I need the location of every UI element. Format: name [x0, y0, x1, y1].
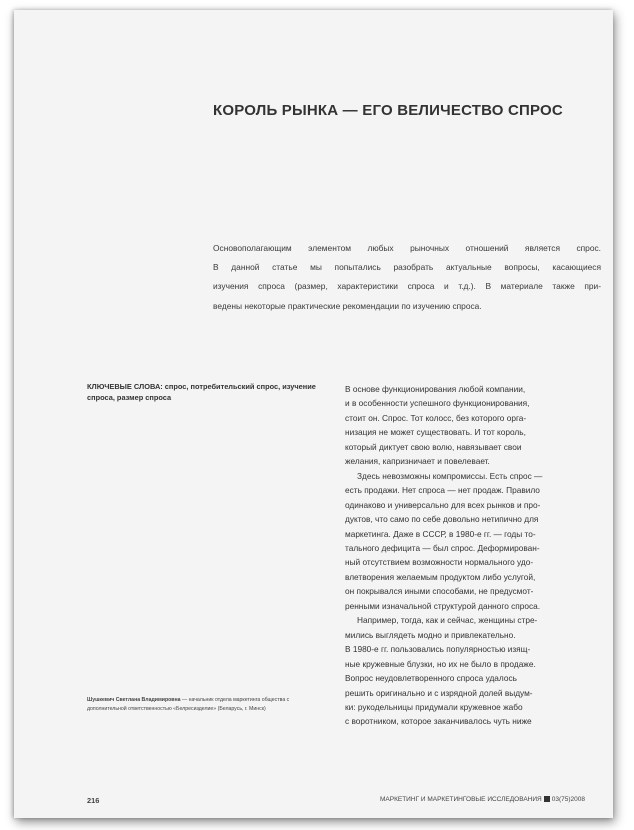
body-line: мились выглядеть модно и привлекательно.	[345, 629, 516, 640]
abstract-line: В данной статье мы попытались разобрать актуальные вопросы, касающиеся	[213, 262, 601, 273]
square-bullet-icon	[544, 796, 550, 802]
abstract-line: Основополагающим элементом любых рыночных отношений является спрос.	[213, 243, 601, 253]
author-position: — начальник отдела маркетинга общества с	[180, 697, 290, 703]
body-line: он покрывался иными способами, не предусмот-	[345, 586, 534, 597]
author-affiliation: дополнительной ответственностью «Белресизделие» (Беларусь, г. Минск)	[87, 705, 266, 712]
keywords-line: КЛЮЧЕВЫЕ СЛОВА: спрос, потребительский спрос, изучение	[87, 382, 316, 391]
body-line: ные кружевные блузки, но их не было в продаже.	[345, 658, 536, 669]
article-body	[345, 382, 599, 729]
abstract-line: ведены некоторые практические рекомендации по изучению спроса.	[213, 300, 482, 311]
body-line: решить оригинально и с изрядной долей выдум-	[345, 687, 533, 698]
journal-footer	[380, 796, 585, 803]
abstract-line: изучения спроса (размер, характеристики спроса и т.д.). В материале также при-	[213, 281, 601, 292]
body-line: ки: рукодельницы придумали кружевное жабо	[345, 701, 523, 712]
body-line: ный отсутствием возможности нормального удо-	[345, 557, 534, 568]
body-line: Например, тогда, как и сейчас, женщины стре-	[357, 615, 538, 626]
body-line: с воротником, которое заканчивалось чуть ниже	[345, 716, 532, 727]
article-title: КОРОЛЬ РЫНКА — ЕГО ВЕЛИЧЕСТВО СПРОС	[213, 102, 563, 119]
article-abstract	[213, 239, 601, 316]
body-line: стоит он. Спрос. Тот колосс, без которого орга-	[345, 412, 527, 423]
journal-issue: 03(75)2008	[551, 796, 585, 803]
author-line	[87, 696, 339, 705]
journal-page	[14, 10, 613, 818]
body-line: тального дефицита — был спрос. Деформирован-	[345, 542, 540, 553]
author-info	[87, 696, 339, 713]
body-line: влетворения желаемым продуктом либо услугой,	[345, 571, 536, 582]
body-line: который диктует свою волю, навязывает свои	[345, 441, 522, 452]
keywords-line: спроса, размер спроса	[87, 392, 172, 402]
body-line: дуктов, что само по себе довольно нетипично для	[345, 514, 539, 525]
page-number: 216	[87, 796, 100, 805]
body-line: ренными изначальной структурой данного спроса.	[345, 600, 541, 611]
body-line: Вопрос неудовлетворенного спроса удалось	[345, 673, 517, 684]
body-line: маркетинга. Даже в СССР, в 1980-е гг. — годы то-	[345, 528, 536, 539]
body-line: В 1980-е гг. пользовались популярностью изящ-	[345, 644, 531, 655]
body-line: желания, капризничает и повелевает.	[345, 456, 490, 467]
keywords	[87, 382, 337, 404]
body-line: низация не может существовать. И тот король,	[345, 427, 526, 438]
body-line: одинаково и универсально для всех рынков и про-	[345, 499, 541, 510]
author-name: Шушкевич Светлана Владимировна	[87, 697, 181, 703]
body-line: Здесь невозможны компромиссы. Есть спрос —	[357, 470, 543, 481]
body-line: и в особенности успешного функционирования,	[345, 398, 530, 409]
journal-name: МАРКЕТИНГ И МАРКЕТИНГОВЫЕ ИССЛЕДОВАНИЯ	[379, 796, 542, 803]
body-line: В основе функционирования любой компании,	[345, 384, 526, 394]
body-line: есть продажи. Нет спроса — нет продаж. Правило	[345, 485, 540, 496]
